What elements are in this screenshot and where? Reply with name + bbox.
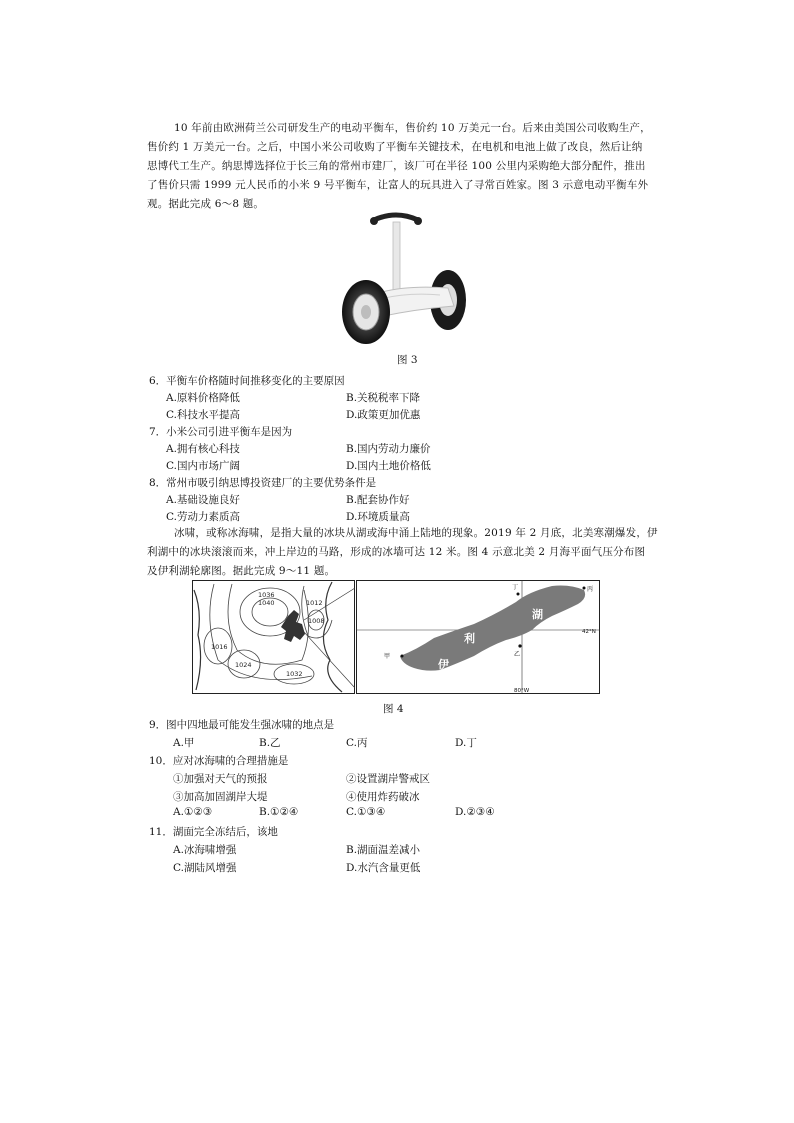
lake-label-yi: 伊 <box>438 658 449 671</box>
question-7-option-a: A.拥有核心科技 <box>166 443 240 455</box>
question-9-option-a: A.甲 <box>173 737 195 749</box>
figure4-caption: 图 4 <box>383 703 404 715</box>
question-11-option-c: C.湖陆风增强 <box>173 862 237 874</box>
point-ding-marker <box>517 593 520 596</box>
passage1-line-1: 10 年前由欧洲荷兰公司研发生产的电动平衡车，售价约 10 万美元一台。后来由美国公司收购生产， <box>174 122 651 134</box>
point-bing-marker <box>583 587 586 590</box>
question-7-option-b: B.国内劳动力廉价 <box>346 443 431 455</box>
isobar-label-1036: 1036 <box>258 591 275 599</box>
question-6-option-a: A.原料价格降低 <box>166 392 240 404</box>
point-ding-label: 丁 <box>512 584 519 591</box>
figure4-lake-erie-map <box>356 580 600 694</box>
passage-balance-car <box>147 119 655 214</box>
question-7-stem: 7．小米公司引进平衡车是因为 <box>149 426 293 438</box>
question-6-option-b: B.关税税率下降 <box>346 392 421 404</box>
question-9-stem: 9．图中四地最可能发生强冰啸的地点是 <box>149 719 335 731</box>
question-8-stem: 8．常州市吸引纳思博投资建厂的主要优势条件是 <box>149 477 377 489</box>
question-9-option-b: B.乙 <box>259 737 281 749</box>
point-bing-label: 丙 <box>587 586 594 593</box>
question-8-option-c: C.劳动力素质高 <box>166 511 240 523</box>
question-11-option-b: B.湖面温差减小 <box>346 844 421 856</box>
question-10-statement-2: ②设置湖岸警戒区 <box>346 773 430 785</box>
passage2-line-3: 及伊利湖轮廓图。据此完成 9～11 题。 <box>147 565 336 577</box>
isobar-label-1012: 1012 <box>306 599 323 607</box>
passage1-line-2: 售价约 1 万美元一台。之后，中国小米公司收购了平衡车关键技术，在电机和电池上做了改良，然后让纳 <box>147 141 643 153</box>
question-10-stem: 10．应对冰海啸的合理措施是 <box>149 755 289 767</box>
lake-label-li: 利 <box>464 632 475 645</box>
question-10-option-c: C.①③④ <box>346 806 386 818</box>
question-8-option-d: D.环境质量高 <box>346 511 410 523</box>
question-6-stem: 6．平衡车价格随时间推移变化的主要原因 <box>149 375 345 387</box>
question-7-option-d: D.国内土地价格低 <box>346 460 431 472</box>
point-yi-marker <box>518 644 521 647</box>
isobar-label-1024: 1024 <box>235 661 252 669</box>
passage1-line-3: 思博代工生产。纳思博选择位于长三角的常州市建厂，该厂可在半径 100 公里内采购绝大部分配件，推出 <box>147 160 646 172</box>
question-11-option-d: D.水汽含量更低 <box>346 862 421 874</box>
question-6-option-d: D.政策更加优惠 <box>346 409 421 421</box>
longitude-label: 80°W <box>514 688 530 694</box>
isobar-label-1008: 1008 <box>308 617 325 625</box>
question-10-option-b: B.①②④ <box>259 806 299 818</box>
question-10-option-a: A.①②③ <box>173 806 213 818</box>
figure4-pressure-map <box>192 580 355 694</box>
figure3-caption: 图 3 <box>397 354 418 366</box>
passage1-line-5: 观。据此完成 6～8 题。 <box>147 198 265 210</box>
question-9-option-d: D.丁 <box>455 737 477 749</box>
question-8-option-b: B.配套协作好 <box>346 494 410 506</box>
question-10-statement-1: ①加强对天气的预报 <box>173 773 268 785</box>
isobar-label-1040: 1040 <box>258 599 275 607</box>
passage2-line-2: 利湖中的冰块滚滚而来，冲上岸边的马路，形成的冰墙可达 12 米。图 4 示意北美 2 月海平面气压分布图 <box>147 546 646 558</box>
isobar-label-1032: 1032 <box>286 670 303 678</box>
question-7-option-c: C.国内市场广阔 <box>166 460 240 472</box>
question-11-option-a: A.冰海啸增强 <box>173 844 237 856</box>
isobar-label-1016: 1016 <box>211 643 228 651</box>
question-6-option-c: C.科技水平提高 <box>166 409 240 421</box>
passage-ice-tsunami <box>147 524 658 581</box>
point-jia-label: 甲 <box>384 653 391 660</box>
question-11-stem: 11．湖面完全冻结后，该地 <box>149 826 278 838</box>
latitude-label: 42°N <box>582 629 596 635</box>
question-9-option-c: C.丙 <box>346 737 368 749</box>
question-10-statement-3: ③加高加固湖岸大堤 <box>173 791 268 803</box>
point-jia-marker <box>401 655 404 658</box>
question-10-option-d: D.②③④ <box>455 806 495 818</box>
lake-label-hu: 湖 <box>532 608 543 621</box>
question-10-statement-4: ④使用炸药破冰 <box>346 791 420 803</box>
figure3-balance-scooter-image <box>336 206 476 348</box>
passage2-line-1: 冰啸，或称冰海啸，是指大量的冰块从湖或海中涌上陆地的现象。2019 年 2 月底，北美寒潮爆发，伊 <box>174 527 658 539</box>
passage1-line-4: 了售价只需 1999 元人民币的小米 9 号平衡车，让富人的玩具进入了寻常百姓家。图 3 示意电动平衡车外 <box>147 179 649 191</box>
point-yi-label: 乙 <box>514 651 521 658</box>
question-8-option-a: A.基础设施良好 <box>166 494 240 506</box>
